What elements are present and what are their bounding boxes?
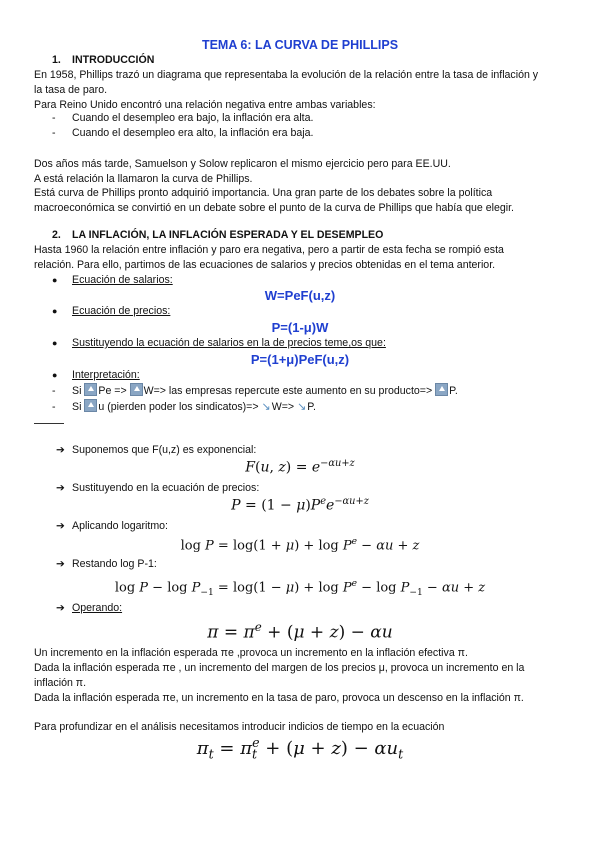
conclusion-2-line1: Dada la inflación esperada πe , un incremento del margen de los precios μ, provoca un incremento en la [34,662,525,674]
conclusion-4: Para profundizar en el análisis necesitamos introducir indicios de tiempo en la ecuación [34,721,445,733]
list-item: - Cuando el desempleo era bajo, la inflación era alta. [52,112,314,124]
list-item: ● Ecuación de precios: [52,305,171,317]
up-arrow-icon [435,383,448,396]
formula-phillips: $\pi = \pi^e + (\mu + z) - \alpha u$ [207,620,393,643]
list-item: ● Ecuación de salarios: [52,274,173,286]
step-subtract: ➔ Restando log P-1: [56,558,157,570]
formula-price-exponential: $P = (1 - \mu)P^ee^{-\alpha u+z}$ [231,496,369,514]
section-2-paragraph-line2: relación. Para ello, partimos de las ecuaciones de salarios y precios obtenidas en el tema anterior. [34,259,496,271]
conclusion-3: Dada la inflación esperada πe, un incremento en la tasa de paro, provoca un descenso en la inflación π. [34,692,524,704]
step-exponential: ➔ Suponemos que F(u,z) es exponencial: [56,444,257,456]
substituted-equation: P=(1+μ)PeF(u,z) [250,352,350,367]
intro-paragraph-4: A está relación la llamaron la curva de Phillips. [34,173,253,185]
divider [34,423,64,424]
up-arrow-icon [84,399,97,412]
document-title: TEMA 6: LA CURVA DE PHILLIPS [201,38,399,52]
section-1-heading: 1. INTRODUCCIÓN [52,54,155,66]
down-arrow-icon: ↘ [261,401,271,413]
intro-paragraph-2: Para Reino Unido encontró una relación negativa entre ambas variables: [34,99,376,111]
up-arrow-icon [130,383,143,396]
formula-subtract: $\log P - \log P_{-1} = \log(1 - \mu) + \log P^e - \log P_{-1} - \alpha u + z$ [114,579,486,598]
intro-paragraph-5-line2: macroeconómica se convirtió en un debate sobre el punto de la curva de Phillips que había que elegir. [34,202,514,214]
step-logarithm: ➔ Aplicando logaritmo: [56,520,168,532]
formula-logarithm: $\log P = \log(1 + \mu) + \log P^e - \alpha u + z$ [180,537,420,554]
conclusion-2-line2: inflación π. [34,677,87,689]
step-operate: ➔ Operando: [56,602,123,614]
intro-paragraph-3: Dos años más tarde, Samuelson y Solow replicaron el mismo ejercicio pero para EE.UU. [34,158,451,170]
wage-equation: W=PeF(u,z) [264,288,336,303]
list-item: ● Sustituyendo la ecuación de salarios en la de precios teme,os que: [52,337,386,349]
step-substitute: ➔ Sustituyendo en la ecuación de precios: [56,482,260,494]
interpretation-line-2: - Si u (pierden poder los sindicatos)=> ↘W=> ↘P. [52,401,316,413]
down-arrow-icon: ↘ [297,401,307,413]
intro-paragraph-5-line1: Está curva de Phillips pronto adquirió importancia. Una gran parte de los debates sobre la política [34,187,493,199]
up-arrow-icon [84,383,97,396]
formula-exponential: F(u, $z) = e^{-\alpha u+z}$ [245,458,355,476]
interpretation-line-1: - Si Pe => W=> las empresas repercute este aumento en su producto=> P. [52,385,458,397]
price-equation: P=(1-μ)W [271,320,329,335]
section-2-paragraph-line1: Hasta 1960 la relación entre inflación y paro era negativa, pero a partir de esta fecha se rompió esta [34,244,504,256]
formula-phillips-time: $\pi_t = \pi_t^e + (\mu + z) - \alpha u_t$ [196,735,404,762]
list-item: ● Interpretación: [52,369,140,381]
conclusion-1: Un incremento en la inflación esperada πe ,provoca un incremento en la inflación efectiva π. [34,647,468,659]
section-2-heading: 2. LA INFLACIÓN, LA INFLACIÓN ESPERADA Y EL DESEMPLEO [52,229,384,241]
intro-paragraph-line2: la tasa de paro. [34,84,108,96]
intro-paragraph-line1: En 1958, Phillips trazó un diagrama que representaba la evolución de la relación entre la tasa de inflación y [34,69,539,81]
list-item: - Cuando el desempleo era alto, la inflación era baja. [52,127,314,139]
